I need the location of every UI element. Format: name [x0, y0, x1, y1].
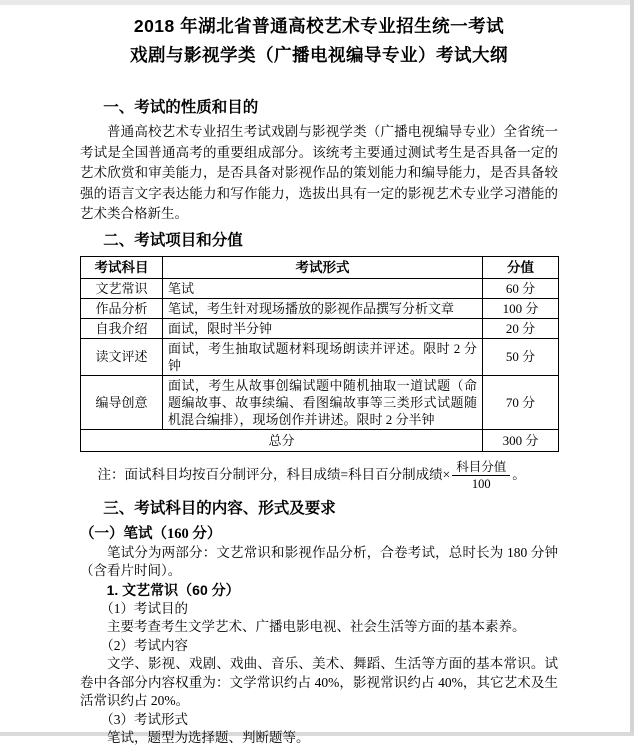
page-edge-top: [0, 0, 634, 5]
exam-content-text: 文学、影视、戏剧、戏曲、音乐、美术、舞蹈、生活等方面的基本常识。试卷中各部分内容权重为：文学常识约占 40%，影视常识约占 40%，其它艺术及生活常识约占 20%。: [80, 656, 558, 708]
cell-total-label: 总分: [81, 429, 483, 451]
document-page: [80, 12, 558, 748]
table-row: [81, 298, 559, 318]
cell-score: 50 分: [483, 338, 559, 375]
document-title-line2: 戏剧与影视学类（广播电视编导专业）考试大纲: [130, 45, 508, 65]
document-title-line1: 2018 年湖北省普通高校艺术专业招生统一考试: [133, 16, 505, 36]
scoring-note: [80, 460, 558, 491]
table-row: [81, 375, 559, 429]
section1-heading: 一、考试的性质和目的: [103, 99, 259, 116]
cell-score: 60 分: [483, 278, 559, 298]
cell-subject: 编导创意: [81, 375, 163, 429]
note-fraction: [452, 460, 510, 491]
fraction-numerator: 科目分值: [452, 460, 510, 476]
page-edge-right: [630, 0, 634, 736]
table-row: [81, 318, 559, 338]
cell-total-score: 300 分: [483, 429, 559, 451]
exam-content-label: （2）考试内容: [100, 637, 188, 653]
note-suffix: 。: [512, 467, 526, 482]
note-text: 注：面试科目均按百分制评分，科目成绩=科目百分制成绩×: [97, 467, 451, 482]
exam-format-label: （3）考试形式: [100, 711, 188, 727]
table-header-format: 考试形式: [163, 256, 483, 278]
table-header-score: 分值: [483, 256, 559, 278]
subsection1-heading: （一）笔试（160 分）: [80, 525, 222, 542]
cell-subject: 读文评述: [81, 338, 163, 375]
cell-format: 面试，限时半分钟: [163, 318, 483, 338]
exam-purpose-label: （1）考试目的: [100, 600, 188, 616]
cell-format: 面试，考生抽取试题材料现场朗读并评述。限时 2 分钟: [163, 338, 483, 375]
cell-format: 面试，考生从故事创编试题中随机抽取一道试题（命题编故事、故事续编、看图编故事等三类形式试题随机混合编排），现场创作并讲述。限时 2 分半钟: [163, 375, 483, 429]
table-row: [81, 338, 559, 375]
cell-score: 20 分: [483, 318, 559, 338]
fraction-denominator: 100: [471, 476, 491, 491]
cell-subject: 作品分析: [81, 298, 163, 318]
table-header-subject: 考试科目: [81, 256, 163, 278]
table-row: [81, 278, 559, 298]
table-header-row: [81, 256, 559, 278]
written-exam-intro: 笔试分为两部分：文艺常识和影视作品分析，合卷考试，总时长为 180 分钟（含看片时间）。: [80, 544, 558, 578]
section3-heading: 三、考试科目的内容、形式及要求: [103, 499, 336, 517]
cell-score: 70 分: [483, 375, 559, 429]
cell-subject: 自我介绍: [81, 318, 163, 338]
table-total-row: [81, 429, 559, 451]
cell-score: 100 分: [483, 298, 559, 318]
cell-subject: 文艺常识: [81, 278, 163, 298]
cell-format: 笔试: [163, 278, 483, 298]
section1-paragraph: 普通高校艺术专业招生考试戏剧与影视学类（广播电视编导专业）全省统一考试是全国普通高考的重要组成部分。该统考主要通过测试考生是否具备一定的艺术欣赏和审美能力，是否具备对影视作品的策划能力和编导能力，是否具备较强的语言文字表达能力和写作能力，选拔出具有一定的影视艺术专业学习潜能的艺术类合格新生。: [80, 124, 558, 221]
cell-format: 笔试，考生针对现场播放的影视作品撰写分析文章: [163, 298, 483, 318]
exam-format-text: 笔试，题型为选择题、判断题等。: [107, 730, 310, 745]
item1-heading: 1. 文艺常识（60 分）: [106, 581, 240, 598]
section2-heading: 二、考试项目和分值: [103, 231, 243, 249]
exam-purpose-text: 主要考查考生文学艺术、广播电影电视、社会生活等方面的基本素养。: [107, 619, 526, 634]
exam-items-table: [80, 256, 559, 452]
